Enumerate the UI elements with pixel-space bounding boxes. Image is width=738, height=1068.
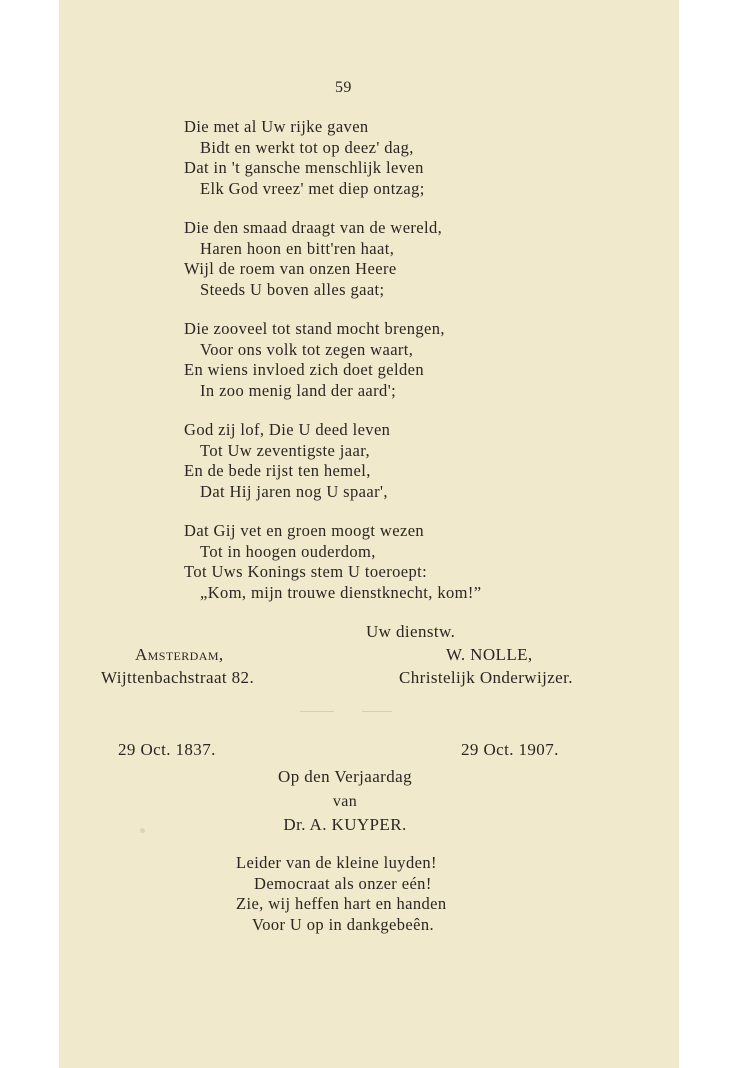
poem-line: God zij lof, Die U deed leven <box>184 420 391 439</box>
date-left: 29 Oct. 1837. <box>118 740 216 759</box>
poem-line: Democraat als onzer eén! <box>254 873 432 893</box>
poem-line: Die zooveel tot stand mocht brengen, <box>184 319 445 338</box>
poem-stanza-3 <box>184 319 445 401</box>
poem-line: Bidt en werkt tot op deez' dag, <box>200 137 414 157</box>
poem-line: Tot Uws Konings stem U toeroept: <box>184 562 428 581</box>
signature-title: Christelijk Onderwijzer. <box>399 668 573 687</box>
poem-line: Zie, wij heffen hart en handen <box>236 894 447 913</box>
poem-line: Tot Uw zeventigste jaar, <box>200 440 370 460</box>
signature-address: Wijttenbachstraat 82. <box>101 668 255 687</box>
page-number: 59 <box>335 79 352 96</box>
heading-van: van <box>332 793 358 810</box>
heading-name: Dr. A. KUYPER. <box>283 815 407 834</box>
paper-spot <box>140 828 145 833</box>
signature-closing: Uw dienstw. <box>366 622 456 641</box>
poem-line: Leider van de kleine luyden! <box>236 853 437 872</box>
poem-line: Tot in hoogen ouderdom, <box>200 541 376 561</box>
poem-line: Dat Hij jaren nog U spaar', <box>200 481 388 501</box>
poem-line: Elk God vreez' met diep ontzag; <box>200 178 425 198</box>
poem-line: Steeds U boven alles gaat; <box>200 279 385 299</box>
poem-line: En de bede rijst ten hemel, <box>184 461 371 480</box>
poem-line: Dat in 't gansche menschlijk leven <box>184 158 424 177</box>
date-right: 29 Oct. 1907. <box>461 740 559 759</box>
poem-line: Voor U op in dankgebeên. <box>252 914 435 934</box>
poem-line: Wijl de roem van onzen Heere <box>184 259 397 278</box>
section-divider <box>300 711 334 712</box>
section-divider <box>362 711 392 712</box>
heading-occasion: Op den Verjaardag <box>278 767 412 786</box>
poem-line: Haren hoon en bitt'ren haat, <box>200 238 395 258</box>
poem-line: Dat Gij vet en groen moogt wezen <box>184 521 425 540</box>
poem-line: Die den smaad draagt van de wereld, <box>184 218 443 237</box>
poem-stanza-1 <box>184 117 425 199</box>
poem-line: En wiens invloed zich doet gelden <box>184 360 425 379</box>
poem-line: Voor ons volk tot zegen waart, <box>200 339 414 359</box>
second-poem-stanza <box>236 853 447 935</box>
poem-stanza-5 <box>184 521 482 603</box>
poem-line: „Kom, mijn trouwe dienstknecht, kom!” <box>200 582 482 602</box>
signature-place: Amsterdam, <box>135 645 224 664</box>
poem-stanza-4 <box>184 420 390 502</box>
poem-stanza-2 <box>184 218 442 300</box>
poem-line: In zoo menig land der aard'; <box>200 380 397 400</box>
signature-name: W. NOLLE, <box>446 645 533 664</box>
poem-line: Die met al Uw rijke gaven <box>184 117 369 136</box>
